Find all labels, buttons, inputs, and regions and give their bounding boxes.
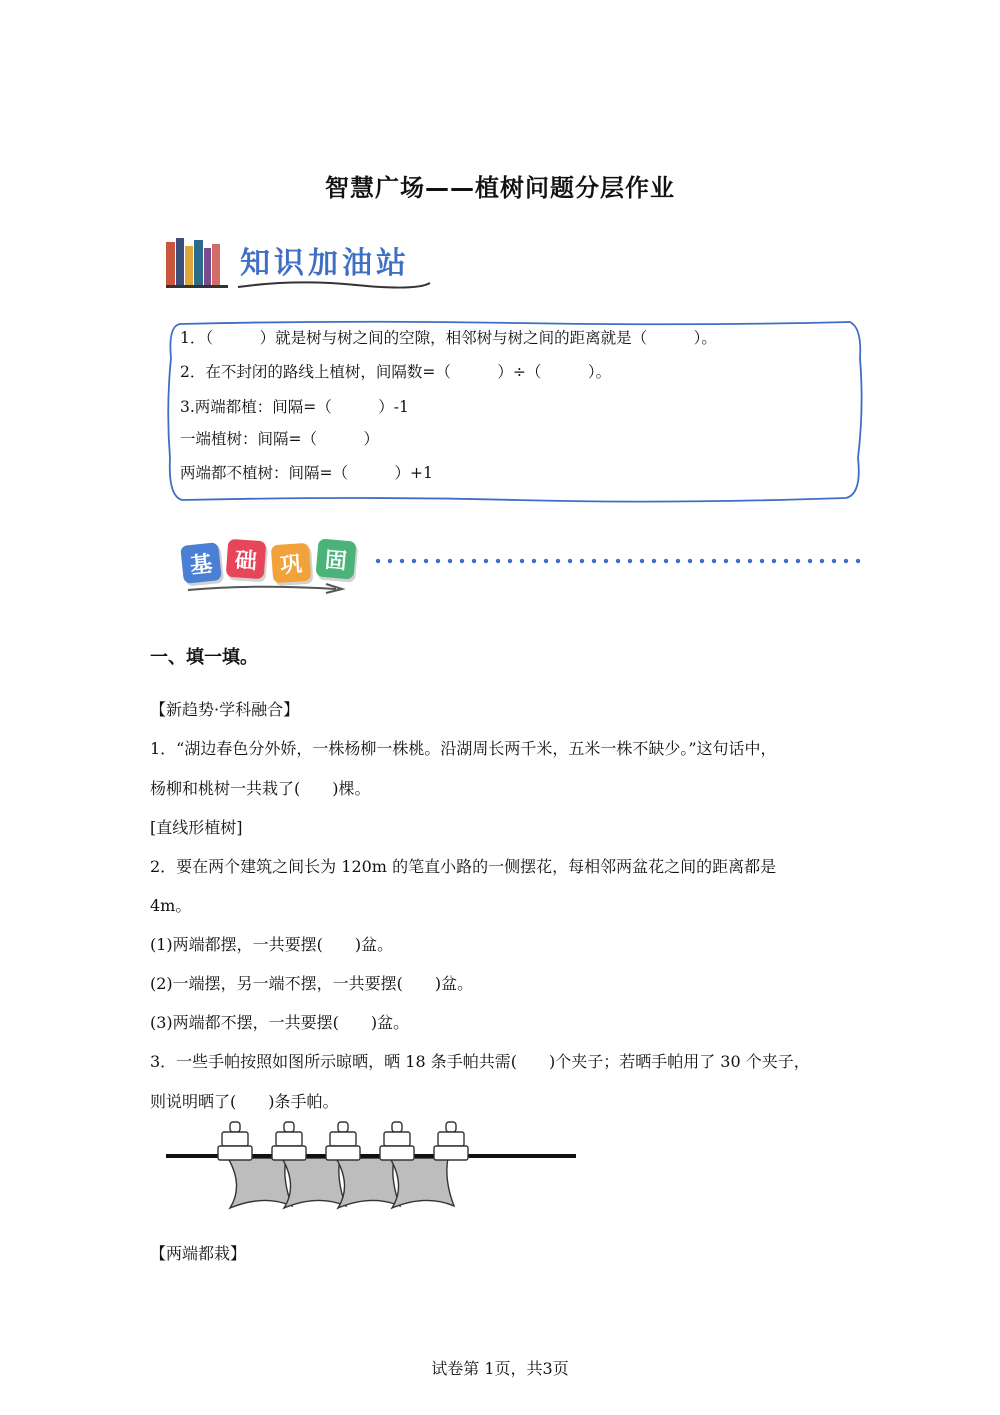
- foundation-tile-4: 固: [315, 538, 356, 579]
- banner-underline: [236, 276, 432, 290]
- foundation-underline: [186, 580, 356, 594]
- knowledge-line-3: 3.两端都植：间隔=（ ）-1: [180, 398, 409, 416]
- dotted-divider: [372, 558, 864, 564]
- question-2-part-3: (3)两端都不摆，一共要摆( )盆。: [150, 1013, 410, 1032]
- knowledge-line-5: 两端都不植树：间隔=（ ）+1: [180, 464, 433, 482]
- foundation-tile-2: 础: [226, 539, 267, 580]
- handkerchief-illustration: [164, 1118, 578, 1218]
- tag-both-ends: 【两端都栽】: [150, 1244, 247, 1263]
- knowledge-line-1: 1．（ ）就是树与树之间的空隙，相邻树与树之间的距离就是（ ）。: [180, 329, 717, 347]
- question-2-line-2: 4m。: [150, 896, 192, 915]
- question-2-part-1: (1)两端都摆，一共要摆( )盆。: [150, 935, 394, 954]
- books-icon: [166, 236, 230, 288]
- question-3-line-2: 则说明晒了( )条手帕。: [150, 1092, 339, 1111]
- question-2-line-1: 2．要在两个建筑之间长为 120m 的笔直小路的一侧摆花，每相邻两盆花之间的距离都是: [150, 857, 777, 876]
- knowledge-banner-title: 知识加油站: [240, 246, 410, 281]
- tag-trend: 【新趋势·学科融合】: [150, 700, 300, 719]
- knowledge-line-4: 一端植树：间隔=（ ）: [180, 430, 379, 448]
- foundation-tile-1: 基: [180, 542, 222, 584]
- question-2-part-2: (2)一端摆，另一端不摆，一共要摆( )盆。: [150, 974, 474, 993]
- section-heading: 一、填一填。: [150, 647, 258, 668]
- question-1-line-1: 1．“湖边春色分外娇，一株杨柳一株桃。沿湖周长两千米，五米一株不缺少。”这句话中，: [150, 739, 777, 758]
- page-footer: 试卷第 1页，共3页: [431, 1359, 569, 1378]
- question-1-line-2: 杨柳和桃树一共栽了( )棵。: [150, 779, 371, 798]
- knowledge-line-2: 2．在不封闭的路线上植树，间隔数=（ ）÷（ ）。: [180, 363, 612, 381]
- question-3-line-1: 3．一些手帕按照如图所示晾晒，晒 18 条手帕共需( )个夹子；若晒手帕用了 30 个夹子，: [150, 1052, 810, 1071]
- page-title: 智慧广场——植树问题分层作业: [325, 174, 675, 202]
- tag-straight-line: [直线形植树]: [150, 818, 243, 837]
- foundation-tile-3: 巩: [271, 543, 312, 584]
